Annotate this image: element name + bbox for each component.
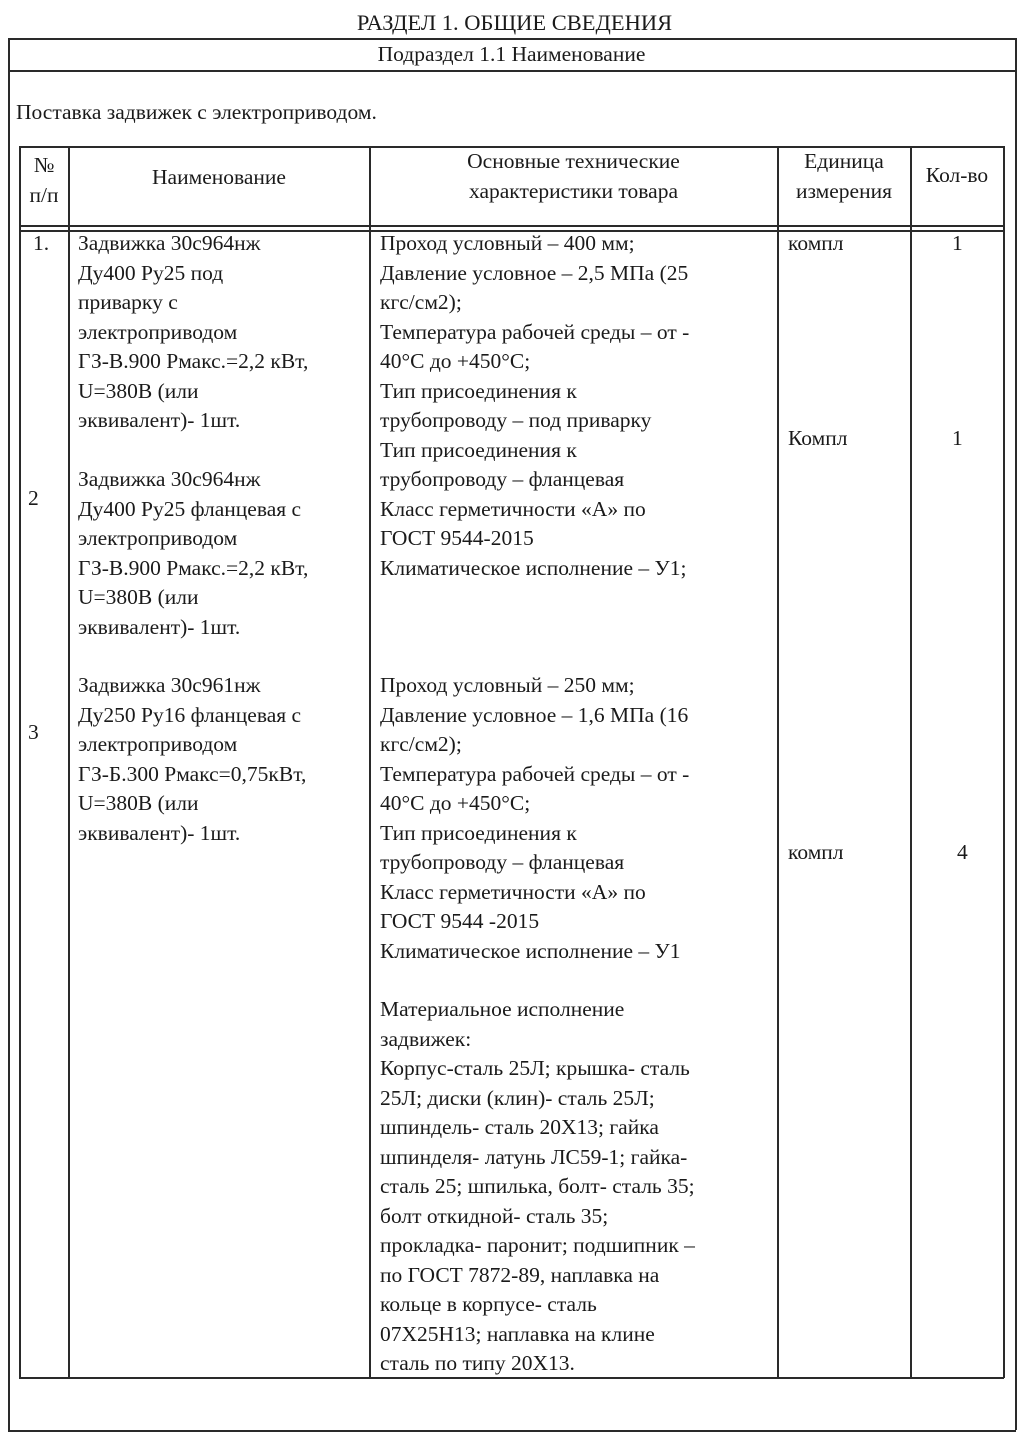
row-3-name: Задвижка 30с961нж Ду250 Ру16 фланцевая с электроприводом ГЗ-Б.300 Рмакс=0,75кВт, U=380В (или эквивалент)- 1шт. bbox=[78, 673, 307, 845]
outer-frame-bottom bbox=[8, 1430, 1016, 1432]
specs-block-2: Проход условный – 250 мм; Давление условное – 1,6 МПа (16 кгс/см2); Температура рабочей среды – от - 40°С до +450°С; Тип присоединения к трубопроводу – фланцевая Класс герметичности «А» по ГОСТ 9544 -2015 Климатическое исполнение – У1 bbox=[380, 673, 690, 963]
col-line-3 bbox=[777, 146, 779, 1378]
row-2-num: 2 bbox=[28, 486, 39, 510]
col-line-4 bbox=[910, 146, 912, 1378]
specs-block-1: Проход условный – 400 мм; Давление условное – 2,5 МПа (25 кгс/см2); Температура рабочей среды – от - 40°С до +450°С; Тип присоединения к трубопроводу – под приварку Тип присоединения к трубопроводу – фланцевая Класс герметичности «А» по ГОСТ 9544-2015 Климатическое исполнение – У1; bbox=[380, 231, 690, 580]
col-line-1 bbox=[68, 146, 70, 1378]
row-1-qty: 1 bbox=[952, 231, 963, 255]
row-2-name: Задвижка 30с964нж Ду400 Ру25 фланцевая с электроприводом ГЗ-В.900 Рмакс.=2,2 кВт, U=380В (или эквивалент)- 1шт. bbox=[78, 467, 309, 639]
subsection-title: Подраздел 1.1 Наименование bbox=[377, 42, 646, 66]
intro-text: Поставка задвижек с электроприводом. bbox=[16, 100, 377, 124]
col-line-5 bbox=[1003, 146, 1005, 1378]
header-border-1 bbox=[19, 225, 1004, 227]
subsection-divider bbox=[8, 70, 1015, 72]
row-3-qty: 4 bbox=[957, 840, 968, 864]
specs-block-3: Материальное исполнение задвижек: Корпус-сталь 25Л; крышка- сталь 25Л; диски (клин)- сталь 25Л; шпиндель- сталь 20Х13; гайка шпинделя- латунь ЛС59-1; гайка- сталь 25; шпилька, болт- сталь 35; болт откидной- сталь 35; прокладка- паронит; подшипник – по ГОСТ 7872-89, наплавка на кольце в корпусе- сталь 07Х25Н13; наплавка на клине сталь по типу 20Х13. bbox=[380, 997, 695, 1375]
header-qty: Кол-во bbox=[925, 163, 989, 187]
row-3-num: 3 bbox=[28, 720, 39, 744]
row-1-num: 1. bbox=[33, 231, 50, 255]
outer-frame-right bbox=[1015, 38, 1017, 1430]
section-title: РАЗДЕЛ 1. ОБЩИЕ СВЕДЕНИЯ bbox=[356, 10, 673, 35]
header-num: № п/п bbox=[29, 153, 59, 207]
header-name: Наименование bbox=[152, 165, 286, 189]
row-3-unit: компл bbox=[788, 840, 844, 864]
outer-frame-left bbox=[8, 38, 10, 1430]
col-line-0 bbox=[19, 146, 21, 1378]
row-1-name: Задвижка 30с964нж Ду400 Ру25 под приварку с электроприводом ГЗ-В.900 Рмакс.=2,2 кВт, U=380В (или эквивалент)- 1шт. bbox=[78, 231, 309, 432]
col-line-2 bbox=[369, 146, 371, 1378]
header-unit: Единица измерения bbox=[795, 149, 893, 203]
row-1-unit: компл bbox=[788, 231, 844, 255]
row-2-unit: Компл bbox=[788, 426, 848, 450]
row-2-qty: 1 bbox=[952, 426, 963, 450]
header-specs: Основные технические характеристики товара bbox=[467, 149, 680, 203]
